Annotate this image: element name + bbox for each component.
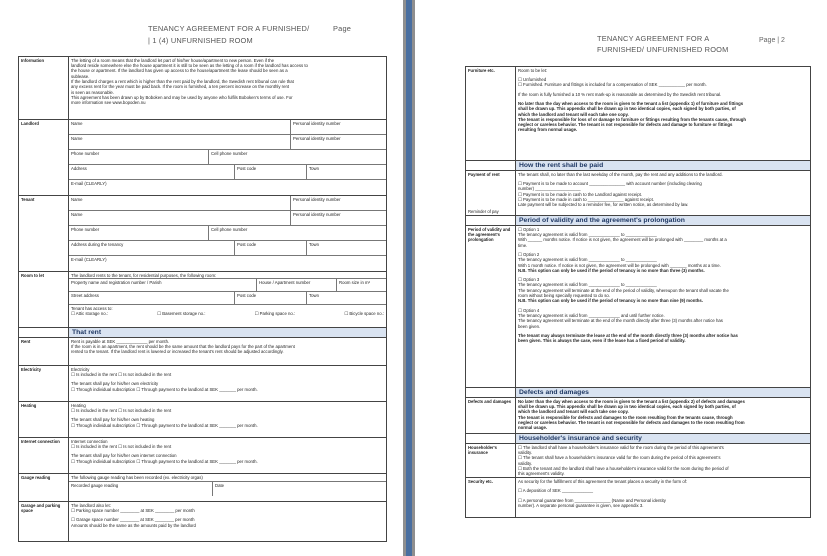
defects-line: No later than the day when access to the room is given to the tenant a list (appendix 2) of defects and damages [518,398,745,404]
room-label: Room to let [19,272,69,328]
defects-line: neglect or careless behavior. The tenant is not responsible for defects and damages to the room resulting from [518,419,745,425]
garage-row [19,502,387,542]
gauge-recorded-field[interactable]: Recorded gauge reading [69,482,213,496]
rent-line: Rent is payable at SEK _____________ per month. [71,338,170,344]
validity-line: The tenancy agreement is valid from _____________ to _____________ [518,257,657,263]
gauge-text: The following gauge reading has been recorded (ex. electricity orgas) [69,474,386,482]
electricity-text [69,366,387,402]
internet-row [19,438,387,474]
gauge-date-field[interactable]: Date [215,482,225,488]
insurance-line: this agreement's validity. [518,471,565,477]
page1-title-line1: TENANCY AGREEMENT FOR A FURNISHED/ [148,24,310,33]
validity-label: Period of validity and the agreement's prolongation [466,226,516,388]
validity-text [516,226,811,388]
payment-line: The tenant shall, no later than the last weekday of the month, pay the rent and any additions to the landlord. [518,171,723,177]
garage-space-option[interactable]: ☐ Garage space number ________ at SEK ________ per month [71,517,195,523]
page2-title-line2: FURNISHED/ UNFURNISHED ROOM [597,45,729,54]
the-rent-header: That rent [69,328,387,338]
basement-checkbox[interactable]: ☐ Basement storage no.: [157,311,206,317]
internet-line: The tenant shall pay for his/her own internet connection [71,453,177,459]
tenant-fields [69,196,387,272]
furniture-line: resulting from normal usage. [518,127,578,133]
validity-line: been given. This is always the case, even if the lease has a fixed period of validity. [518,338,686,344]
validity-line: The tenancy agreement is valid from _____________ and until further notice. [518,312,665,318]
tenant-name-field[interactable]: Name [69,196,291,211]
validity-line: N.B. This option can only be used if the period of tenancy is no more than nine (9) months. [518,298,704,304]
payment-cash-landlord-option[interactable]: ☐ Payment is to be made in cash to the Landlord against receipt. [518,191,642,197]
payment-row [466,171,811,216]
reminder-label: Reminder of pay [468,209,499,214]
landlord-name2-field[interactable]: Name [69,135,291,150]
furniture-row [466,67,811,161]
internet-payment-options[interactable]: ☐ Through individual subscription ☐ Through payment to the landlord at SEK _______ per month. [71,458,258,464]
landlord-pin-field[interactable]: Personal identity number [291,120,386,135]
electricity-line: Electricity [71,366,90,372]
insurance-header-row [466,434,811,444]
electricity-row [19,366,387,402]
info-line: landlord reside somewhere else the house apartment it is still to be seen as the letting of a room if the landlord has access to [71,63,308,69]
landlord-label: Landlord [19,120,69,196]
document-page-2 [415,0,827,556]
furnished-checkbox[interactable]: ☐ Furnished. Furniture and fittings is included for a compensation of SEK ___________ per month. [518,82,707,88]
option-1-checkbox[interactable]: ☐ Option 1 [518,226,540,232]
tenant-phone-field[interactable]: Phone number [69,226,209,241]
heating-row [19,402,387,438]
gauge-label: Gauge reading [19,474,69,502]
furniture-label: Furniture etc. [466,67,516,161]
rent-line: If the room is in an apartment, the rent should be the same amount that the landlord pays for the part of the apartment [71,344,295,350]
validity-line: The tenancy agreement is valid from _____________ to _____________ [518,232,657,238]
defects-line: shall be drawn up. This appendix shall be drawn up in two identical copies, each signed by both parties, of [518,404,736,410]
room-postcode-field[interactable]: Post code [235,292,307,305]
validity-line: room without being specially requested to do so. [518,293,610,299]
rent-text [69,338,387,366]
gauge-row [19,474,387,502]
heating-payment-options[interactable]: ☐ Through individual subscription ☐ Through payment to the landlord at SEK _______ per month. [71,422,258,428]
payment-cash-other-option[interactable]: ☐ Payment is to be made in cash to _______________ against receipt. [518,196,654,202]
rent-paid-header: How the rent shall be paid [516,161,811,171]
tenant-row [19,196,387,272]
validity-line: time. [518,242,528,248]
page2-agreement-table [465,66,811,518]
landlord-pin2-field[interactable]: Personal identity number [291,135,386,150]
info-line: the house or apartment. If the landlord has given up access to the house/apartment the lease should be seen as a [71,68,288,74]
validity-line: The tenancy agreement is valid from _____________ to _____________ [518,282,657,288]
payment-account-option[interactable]: ☐ Payment is to be made to account _______________ with account number (including clearing [518,181,702,187]
electricity-options[interactable]: ☐ Is included in the rent ☐ Is not included in the rent [71,372,172,378]
furniture-text [516,67,811,161]
room-property-field[interactable]: Property name and registration number / Parish [69,279,257,292]
security-label: Security etc. [466,478,516,518]
defects-header-row [466,388,811,398]
garage-line: Amounts should be the same as the amounts paid by the landlord [71,522,196,528]
internet-label: Internet connection [19,438,69,474]
info-line: If the landlord charges a rent which is higher than the rent paid by the landlord, the Swedish rent tribunal can rule that [71,78,294,84]
option-4-checkbox[interactable]: ☐ Option 4 [518,307,540,313]
electricity-payment-options[interactable]: ☐ Through individual subscription ☐ Through payment to the landlord at SEK _______ per month. [71,386,258,392]
electricity-label: Electricity [19,366,69,402]
landlord-postcode-field[interactable]: Post code [235,165,307,180]
tenant-address-field[interactable]: Address during the tenancy [69,241,235,256]
security-row [466,478,811,518]
furniture-line: Room to be let: [518,67,548,73]
landlord-address-field[interactable]: Address [69,165,235,180]
rent-row [19,338,387,366]
payment-text [516,171,811,216]
rent-paid-header-row [466,161,811,171]
landlord-row [19,120,387,196]
guarantee-checkbox[interactable]: ☐ A personal guarantee from _______________ (Name and Personal identity [518,497,666,503]
scrollbar-thumb[interactable] [406,0,412,556]
defects-line: which the landlord and tenant will each take one copy. [518,409,629,415]
defects-row [466,398,811,434]
payment-line: Late payment will be subjected to a reminder fee, for written notice, as determined by law. [518,202,689,208]
internet-line: Internet connection [71,438,108,444]
information-text [69,57,387,120]
validity-line: N.B. This option can only be used if the period of tenancy is no more than three (3) months. [518,267,705,273]
room-fields [69,272,387,328]
insurance-both-option[interactable]: ☐ Both the tenant and the landlord shall have a householder's insurance valid for the room during the period of [518,465,729,471]
heating-line: The tenant shall pay for his/her own heating [71,417,155,423]
heating-label: Heating [19,402,69,438]
insurance-line: validity. [518,460,533,466]
furniture-line: If the room is fully furnished a 10 % rent mark-up is reasonable as determined by the Swedish rent tribunal. [518,91,722,97]
information-row [19,57,387,120]
internet-text [69,438,387,474]
tenant-cell-field[interactable]: Cell phone number [209,226,386,241]
page1-title-line2: | 1 (4) UNFURNISHED ROOM [148,36,253,45]
heating-line: Heating [71,402,86,408]
tenant-postcode-field[interactable]: Post code [235,241,307,256]
unfurnished-checkbox[interactable]: ☐ Unfurnished [518,77,547,83]
info-line: This agreement has been drawn up by Boboken and may be used by anyone who fulfils Boboken's terms of use. For [71,94,293,100]
room-size-field[interactable]: Room size in m² [337,279,386,292]
payment-line: number) ___________________ [518,186,581,192]
validity-line: been given. [518,323,541,329]
insurance-text [516,444,811,478]
insurance-landlord-option[interactable]: ☐ The landlord shall have a householder's insurance valid for the room during the period of this agreement's [518,444,724,450]
room-access-options [69,311,386,316]
validity-line: The tenant may always terminate the lease at the end of the month directly three (3) months after notice has [518,332,738,338]
payment-label [466,171,516,216]
defects-line: The tenant is responsible for defects and damages to the room resulting from the tenants cause, through [518,414,733,420]
page1-page-label: Page [333,24,352,33]
rent-header-row [19,328,387,338]
attic-checkbox[interactable]: ☐ Attic storage no.: [71,311,109,317]
validity-line: The tenancy agreement will terminate at the end of the period of validity, whereupon the tenant shall vacate the [518,287,729,293]
landlord-cell-field[interactable]: Cell phone number [209,150,386,165]
room-street-field[interactable]: Street address [69,292,235,305]
garage-line: The landlord also let: [71,502,111,508]
info-line: sublease. [71,73,90,79]
tenant-email-field[interactable]: E-mail (CLEARLY) [71,256,107,262]
defects-label: Defects and damages [466,398,516,434]
validity-line: With ______ months notice. If notice is not given, the agreement will be prolonged with ________ months at a [518,237,727,243]
garage-label: Garage and parking space [19,502,69,542]
information-label: Information [19,57,69,120]
furniture-line: neglect or careless behavior. The tenant is not responsible for defects and damage to furniture or fittings [518,122,733,128]
payment-label-text: Payment of rent [468,171,500,177]
landlord-name-field[interactable]: Name [69,120,291,135]
validity-header: Period of validity and the agreement's prolongation [516,216,811,226]
security-line: number). A separate personal guarantee is given, see appendix 3. [518,503,644,509]
insurance-row [466,444,811,478]
info-line: any excess rent for the year must be paid back. If the room is furnished, a ten percent increase on the monthly rent [71,84,290,90]
security-text [516,478,811,518]
heating-text [69,402,387,438]
info-line: is seen as reasonable. [71,89,114,95]
info-line: more information see www.bopoden.nu [71,100,146,106]
room-town-field[interactable]: Town [307,292,386,305]
parking-space-option[interactable]: ☐ Parking space number ________ at SEK ________ per month [71,508,195,514]
validity-line: With 1 month notice. If notice is not given, the agreement will be prolonged with _______ months at a time. [518,262,721,268]
security-line: As security for the fulfillment of this agreement the tenant places a security in the form of: [518,479,688,485]
deposition-checkbox[interactable]: ☐ A deposition of SEK _____________ [518,488,594,494]
bicycle-checkbox[interactable]: ☐ Bicycle space no.: [344,311,384,317]
info-line: The letting of a room means that the landlord let part of his/her house/apartment to new person. Even if the [71,57,275,63]
room-intro: The landlord rents to the tenant, for residential purposes, the following room: [69,272,386,279]
insurance-tenant-option[interactable]: ☐ The tenant shall have a householder's insurance valid for the room during the period of this agreement's [518,455,721,461]
page1-agreement-table [18,56,387,542]
tenant-name2-field[interactable]: Name [69,211,291,226]
tenant-label: Tenant [19,196,69,272]
electricity-line: The tenant shall pay for his/her own electricity [71,381,159,387]
furniture-line: The tenant is responsible for loss of or damage to furniture or fittings resulting from the tenants cause, through [518,116,746,122]
landlord-phone-field[interactable]: Phone number [69,150,209,165]
option-3-checkbox[interactable]: ☐ Option 3 [518,277,540,283]
insurance-label: Householder's insurance [466,444,516,478]
tenant-town-field[interactable]: Town [307,241,386,256]
document-page-1 [0,0,403,556]
landlord-fields [69,120,387,196]
validity-row [466,226,811,388]
tenant-pin-field[interactable]: Personal identity number [291,196,386,211]
insurance-line: validity. [518,450,533,456]
parking-checkbox[interactable]: ☐ Parking space no.: [254,311,296,317]
validity-line: The tenancy agreement will terminate at the end of the month directly after three (3) months after notice has [518,318,723,324]
gauge-fields [69,474,387,502]
heating-options[interactable]: ☐ Is included in the rent ☐ Is not included in the rent [71,408,172,414]
internet-options[interactable]: ☐ Is included in the rent ☐ Is not included in the rent [71,444,172,450]
garage-text [69,502,387,542]
rent-line: rented to the tenant. If the landlord rent is lowered or increased the tenant's rent should be adjusted accordingly. [71,349,284,355]
landlord-email-field[interactable]: E-mail (CLEARLY) [71,180,107,186]
defects-line: normal usage. [518,425,548,431]
rent-label: Rent [19,338,69,366]
furniture-line: No later than the day when access to the room is given to the tenant a list (appendix 1) of furniture and fittings [518,100,744,106]
furniture-line: which the landlord and tenant will each take one copy. [518,111,629,117]
insurance-header: Householder's insurance and security [516,434,811,444]
room-access-text: Tenant has access to: [71,305,113,311]
option-2-checkbox[interactable]: ☐ Option 2 [518,251,540,257]
tenant-pin2-field[interactable]: Personal identity number [291,211,386,226]
defects-text [516,398,811,434]
defects-header: Defects and damages [516,388,811,398]
page2-page-label: Page | 2 [759,37,785,44]
page2-title-line1: TENANCY AGREEMENT FOR A [597,34,710,43]
window-scrollbar[interactable] [403,0,415,556]
validity-header-row [466,216,811,226]
room-apartment-field[interactable]: House / Apartment number [257,279,337,292]
landlord-town-field[interactable]: Town [307,165,386,180]
room-row [19,272,387,328]
furniture-line: shall be drawn up. This appendix shall be drawn up in two identical copies, each signed by both parties, of [518,106,736,112]
